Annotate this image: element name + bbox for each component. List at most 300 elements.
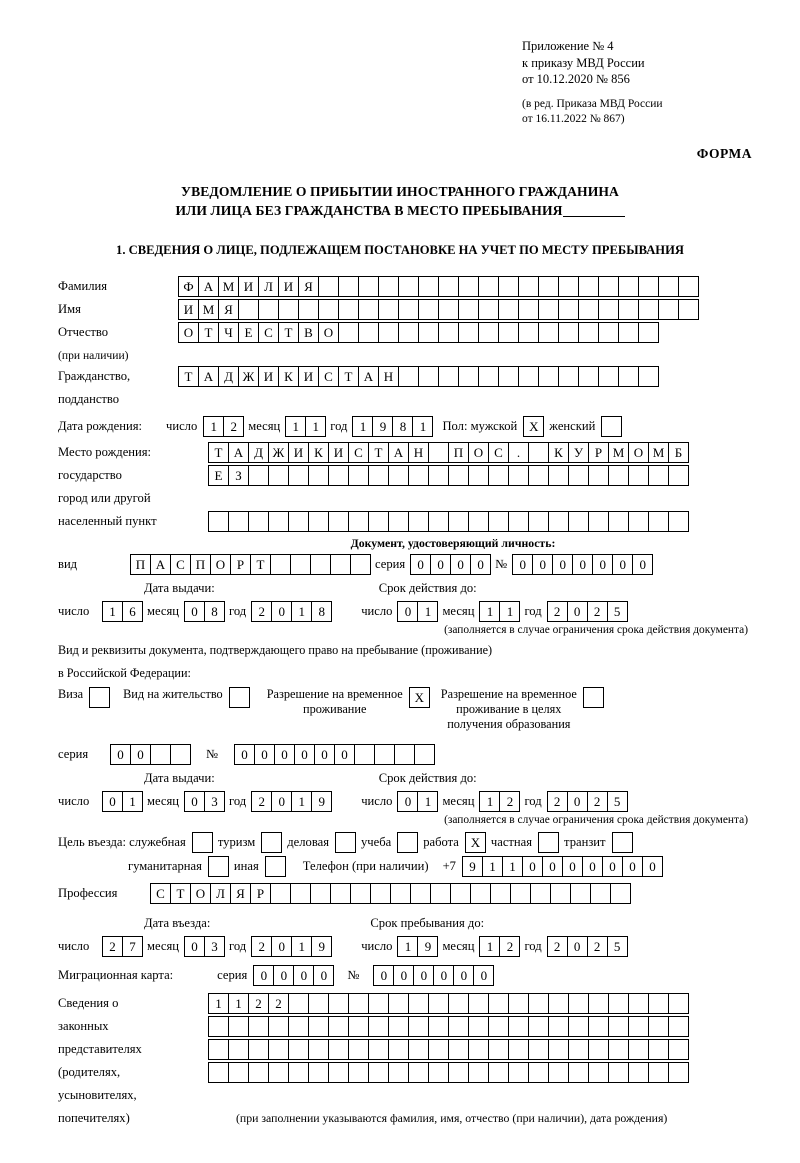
char-cell[interactable]: Р (588, 442, 609, 463)
char-cell[interactable] (588, 465, 609, 486)
char-cell[interactable] (668, 1062, 689, 1083)
char-cell[interactable] (498, 276, 519, 297)
char-cell[interactable] (558, 322, 579, 343)
char-cell[interactable] (89, 687, 110, 708)
char-cell[interactable]: . (508, 442, 529, 463)
birth-year-input[interactable] (352, 416, 432, 437)
char-cell[interactable] (538, 366, 559, 387)
char-cell[interactable] (288, 1062, 309, 1083)
char-cell[interactable]: 0 (612, 554, 633, 575)
char-cell[interactable]: И (178, 299, 199, 320)
char-cell[interactable]: 2 (587, 601, 608, 622)
char-cell[interactable]: 2 (587, 936, 608, 957)
char-cell[interactable] (558, 299, 579, 320)
char-cell[interactable] (328, 1039, 349, 1060)
char-cell[interactable]: 0 (622, 856, 643, 877)
char-cell[interactable] (228, 511, 249, 532)
char-cell[interactable]: 0 (271, 791, 292, 812)
char-cell[interactable] (308, 1039, 329, 1060)
stay-valid-year-input[interactable] (547, 791, 627, 812)
char-cell[interactable] (568, 465, 589, 486)
char-cell[interactable] (510, 883, 531, 904)
char-cell[interactable] (608, 465, 629, 486)
char-cell[interactable] (558, 276, 579, 297)
char-cell[interactable] (408, 465, 429, 486)
char-cell[interactable] (538, 276, 559, 297)
doc-valid-day-input[interactable] (397, 601, 437, 622)
char-cell[interactable] (397, 832, 418, 853)
char-cell[interactable] (388, 1039, 409, 1060)
stay-series-input[interactable] (110, 744, 190, 765)
doc-issue-year-input[interactable] (251, 601, 331, 622)
legal-rep-input-row-4[interactable] (208, 1062, 688, 1083)
char-cell[interactable] (448, 1016, 469, 1037)
char-cell[interactable]: З (228, 465, 249, 486)
purpose-humanitarian-checkbox[interactable] (208, 856, 228, 877)
char-cell[interactable] (612, 832, 633, 853)
entry-month-input[interactable] (184, 936, 224, 957)
char-cell[interactable] (330, 883, 351, 904)
char-cell[interactable] (528, 442, 549, 463)
char-cell[interactable] (538, 322, 559, 343)
char-cell[interactable] (438, 366, 459, 387)
doc-series-input[interactable] (410, 554, 490, 575)
birth-month-input[interactable] (285, 416, 325, 437)
char-cell[interactable] (428, 442, 449, 463)
char-cell[interactable]: 9 (372, 416, 393, 437)
char-cell[interactable]: 0 (393, 965, 414, 986)
purpose-private-checkbox[interactable] (538, 832, 558, 853)
char-cell[interactable] (458, 299, 479, 320)
char-cell[interactable] (678, 299, 699, 320)
char-cell[interactable] (608, 511, 629, 532)
char-cell[interactable] (478, 276, 499, 297)
char-cell[interactable]: М (198, 299, 219, 320)
char-cell[interactable] (548, 1039, 569, 1060)
char-cell[interactable] (318, 299, 339, 320)
char-cell[interactable]: 9 (417, 936, 438, 957)
doc-issue-month-input[interactable] (184, 601, 224, 622)
char-cell[interactable] (618, 299, 639, 320)
char-cell[interactable] (450, 883, 471, 904)
char-cell[interactable] (558, 366, 579, 387)
char-cell[interactable] (335, 832, 356, 853)
citizenship-input[interactable] (178, 366, 658, 387)
char-cell[interactable] (570, 883, 591, 904)
char-cell[interactable]: 0 (271, 601, 292, 622)
char-cell[interactable]: 1 (417, 791, 438, 812)
char-cell[interactable] (388, 465, 409, 486)
char-cell[interactable]: 0 (542, 856, 563, 877)
char-cell[interactable] (648, 1016, 669, 1037)
char-cell[interactable]: Р (250, 883, 271, 904)
char-cell[interactable] (468, 1039, 489, 1060)
char-cell[interactable]: 1 (352, 416, 373, 437)
char-cell[interactable]: 0 (470, 554, 491, 575)
char-cell[interactable]: Б (668, 442, 689, 463)
char-cell[interactable] (350, 554, 371, 575)
char-cell[interactable] (268, 511, 289, 532)
char-cell[interactable] (228, 1039, 249, 1060)
char-cell[interactable]: Л (258, 276, 279, 297)
char-cell[interactable] (608, 1062, 629, 1083)
purpose-tourism-checkbox[interactable] (261, 832, 281, 853)
stay-issue-day-input[interactable] (102, 791, 142, 812)
char-cell[interactable]: С (258, 322, 279, 343)
char-cell[interactable] (490, 883, 511, 904)
char-cell[interactable]: 0 (293, 965, 314, 986)
char-cell[interactable] (368, 993, 389, 1014)
char-cell[interactable]: 2 (251, 936, 272, 957)
char-cell[interactable] (568, 1039, 589, 1060)
char-cell[interactable]: И (258, 366, 279, 387)
char-cell[interactable] (350, 883, 371, 904)
char-cell[interactable]: И (328, 442, 349, 463)
char-cell[interactable] (328, 1016, 349, 1037)
char-cell[interactable] (228, 1016, 249, 1037)
legal-rep-input-row-3[interactable] (208, 1039, 688, 1060)
char-cell[interactable] (418, 299, 439, 320)
char-cell[interactable] (598, 366, 619, 387)
char-cell[interactable] (248, 1039, 269, 1060)
char-cell[interactable]: 0 (334, 744, 355, 765)
char-cell[interactable]: 8 (204, 601, 225, 622)
char-cell[interactable] (638, 299, 659, 320)
char-cell[interactable] (378, 276, 399, 297)
char-cell[interactable]: Т (250, 554, 271, 575)
char-cell[interactable] (608, 1016, 629, 1037)
name-input[interactable] (178, 299, 698, 320)
char-cell[interactable] (618, 366, 639, 387)
char-cell[interactable]: Н (378, 366, 399, 387)
char-cell[interactable] (428, 1062, 449, 1083)
char-cell[interactable] (398, 322, 419, 343)
char-cell[interactable] (648, 993, 669, 1014)
char-cell[interactable] (192, 832, 213, 853)
char-cell[interactable] (358, 299, 379, 320)
char-cell[interactable]: 1 (412, 416, 433, 437)
char-cell[interactable] (488, 1039, 509, 1060)
char-cell[interactable]: 9 (311, 936, 332, 957)
char-cell[interactable] (270, 554, 291, 575)
char-cell[interactable] (428, 1039, 449, 1060)
char-cell[interactable] (588, 993, 609, 1014)
char-cell[interactable] (368, 465, 389, 486)
sex-male-checkbox[interactable] (523, 416, 543, 437)
char-cell[interactable]: 1 (397, 936, 418, 957)
char-cell[interactable]: А (228, 442, 249, 463)
char-cell[interactable] (229, 687, 250, 708)
char-cell[interactable] (208, 856, 229, 877)
doc-issue-day-input[interactable] (102, 601, 142, 622)
char-cell[interactable]: С (318, 366, 339, 387)
char-cell[interactable] (348, 1016, 369, 1037)
char-cell[interactable] (608, 993, 629, 1014)
char-cell[interactable] (408, 511, 429, 532)
char-cell[interactable] (348, 1039, 369, 1060)
legal-rep-input-row-2[interactable] (208, 1016, 688, 1037)
char-cell[interactable] (408, 1016, 429, 1037)
char-cell[interactable]: С (150, 883, 171, 904)
char-cell[interactable]: А (388, 442, 409, 463)
char-cell[interactable] (328, 1062, 349, 1083)
char-cell[interactable] (318, 276, 339, 297)
char-cell[interactable] (398, 276, 419, 297)
char-cell[interactable] (428, 1016, 449, 1037)
char-cell[interactable] (578, 299, 599, 320)
edu-residence-checkbox[interactable] (583, 687, 603, 708)
char-cell[interactable] (348, 465, 369, 486)
char-cell[interactable] (628, 1016, 649, 1037)
char-cell[interactable] (308, 1062, 329, 1083)
char-cell[interactable] (418, 276, 439, 297)
char-cell[interactable] (348, 1062, 369, 1083)
char-cell[interactable] (458, 366, 479, 387)
char-cell[interactable] (310, 554, 331, 575)
char-cell[interactable] (610, 883, 631, 904)
char-cell[interactable] (628, 1062, 649, 1083)
char-cell[interactable]: О (628, 442, 649, 463)
char-cell[interactable] (358, 322, 379, 343)
stay-valid-day-input[interactable] (397, 791, 437, 812)
char-cell[interactable] (548, 511, 569, 532)
char-cell[interactable] (528, 1016, 549, 1037)
char-cell[interactable] (488, 465, 509, 486)
char-cell[interactable]: У (568, 442, 589, 463)
char-cell[interactable] (308, 465, 329, 486)
char-cell[interactable]: 0 (130, 744, 151, 765)
char-cell[interactable] (228, 1062, 249, 1083)
char-cell[interactable]: 1 (482, 856, 503, 877)
char-cell[interactable]: 2 (102, 936, 123, 957)
char-cell[interactable]: 3 (204, 936, 225, 957)
purpose-study-checkbox[interactable] (397, 832, 417, 853)
char-cell[interactable]: 0 (522, 856, 543, 877)
char-cell[interactable]: 1 (291, 601, 312, 622)
char-cell[interactable]: Ч (218, 322, 239, 343)
char-cell[interactable]: 0 (254, 744, 275, 765)
char-cell[interactable] (588, 1062, 609, 1083)
char-cell[interactable] (478, 299, 499, 320)
stay-valid-month-input[interactable] (479, 791, 519, 812)
char-cell[interactable]: 0 (453, 965, 474, 986)
char-cell[interactable]: 1 (291, 936, 312, 957)
char-cell[interactable] (601, 416, 622, 437)
char-cell[interactable]: X (523, 416, 544, 437)
char-cell[interactable] (468, 465, 489, 486)
char-cell[interactable]: Я (298, 276, 319, 297)
char-cell[interactable]: Н (408, 442, 429, 463)
char-cell[interactable] (428, 465, 449, 486)
char-cell[interactable]: В (298, 322, 319, 343)
char-cell[interactable] (618, 322, 639, 343)
char-cell[interactable] (508, 1039, 529, 1060)
char-cell[interactable] (428, 993, 449, 1014)
char-cell[interactable]: 0 (184, 936, 205, 957)
char-cell[interactable] (498, 299, 519, 320)
char-cell[interactable] (328, 465, 349, 486)
char-cell[interactable]: 9 (311, 791, 332, 812)
char-cell[interactable]: 0 (430, 554, 451, 575)
doc-valid-year-input[interactable] (547, 601, 627, 622)
char-cell[interactable] (470, 883, 491, 904)
char-cell[interactable] (414, 744, 435, 765)
char-cell[interactable] (390, 883, 411, 904)
char-cell[interactable]: 0 (397, 601, 418, 622)
char-cell[interactable] (430, 883, 451, 904)
char-cell[interactable] (638, 322, 659, 343)
char-cell[interactable]: П (130, 554, 151, 575)
char-cell[interactable]: 0 (273, 965, 294, 986)
char-cell[interactable] (270, 883, 291, 904)
char-cell[interactable] (598, 276, 619, 297)
char-cell[interactable] (668, 511, 689, 532)
char-cell[interactable]: С (488, 442, 509, 463)
char-cell[interactable] (408, 1039, 429, 1060)
char-cell[interactable] (448, 511, 469, 532)
char-cell[interactable]: П (190, 554, 211, 575)
char-cell[interactable] (378, 322, 399, 343)
char-cell[interactable] (648, 1062, 669, 1083)
char-cell[interactable] (648, 511, 669, 532)
char-cell[interactable] (418, 366, 439, 387)
char-cell[interactable] (588, 511, 609, 532)
char-cell[interactable] (508, 993, 529, 1014)
char-cell[interactable] (488, 1062, 509, 1083)
char-cell[interactable]: 0 (567, 936, 588, 957)
char-cell[interactable] (268, 1039, 289, 1060)
char-cell[interactable] (448, 993, 469, 1014)
char-cell[interactable] (598, 299, 619, 320)
char-cell[interactable]: 2 (251, 601, 272, 622)
char-cell[interactable] (668, 993, 689, 1014)
char-cell[interactable] (278, 299, 299, 320)
char-cell[interactable] (518, 276, 539, 297)
char-cell[interactable]: 0 (602, 856, 623, 877)
char-cell[interactable]: 0 (410, 554, 431, 575)
legal-rep-input-row-1[interactable] (208, 993, 688, 1014)
char-cell[interactable] (370, 883, 391, 904)
phone-input[interactable] (462, 856, 662, 877)
char-cell[interactable] (268, 465, 289, 486)
char-cell[interactable]: 0 (110, 744, 131, 765)
char-cell[interactable]: К (548, 442, 569, 463)
char-cell[interactable]: Р (230, 554, 251, 575)
char-cell[interactable]: Е (238, 322, 259, 343)
stay-until-year-input[interactable] (547, 936, 627, 957)
char-cell[interactable]: М (608, 442, 629, 463)
char-cell[interactable] (258, 299, 279, 320)
char-cell[interactable] (310, 883, 331, 904)
char-cell[interactable] (208, 1039, 229, 1060)
char-cell[interactable]: 0 (473, 965, 494, 986)
char-cell[interactable]: 1 (285, 416, 306, 437)
char-cell[interactable] (368, 1016, 389, 1037)
char-cell[interactable] (528, 993, 549, 1014)
char-cell[interactable] (538, 832, 559, 853)
char-cell[interactable] (378, 299, 399, 320)
birthplace-input-row-1[interactable] (208, 442, 688, 463)
char-cell[interactable] (288, 1039, 309, 1060)
char-cell[interactable] (588, 1016, 609, 1037)
char-cell[interactable]: С (348, 442, 369, 463)
char-cell[interactable] (498, 366, 519, 387)
char-cell[interactable] (268, 1016, 289, 1037)
char-cell[interactable] (518, 299, 539, 320)
char-cell[interactable]: 0 (102, 791, 123, 812)
char-cell[interactable] (668, 465, 689, 486)
char-cell[interactable]: 2 (268, 993, 289, 1014)
char-cell[interactable] (468, 993, 489, 1014)
char-cell[interactable]: 0 (532, 554, 553, 575)
char-cell[interactable] (328, 511, 349, 532)
char-cell[interactable]: М (648, 442, 669, 463)
char-cell[interactable] (568, 511, 589, 532)
char-cell[interactable]: 0 (433, 965, 454, 986)
char-cell[interactable] (658, 299, 679, 320)
char-cell[interactable]: 8 (392, 416, 413, 437)
residence-permit-checkbox[interactable] (229, 687, 249, 708)
char-cell[interactable]: 0 (184, 791, 205, 812)
sex-female-checkbox[interactable] (601, 416, 621, 437)
char-cell[interactable] (468, 1062, 489, 1083)
char-cell[interactable] (208, 1062, 229, 1083)
char-cell[interactable]: А (198, 276, 219, 297)
char-cell[interactable] (308, 1016, 329, 1037)
char-cell[interactable] (208, 1016, 229, 1037)
stay-number-input[interactable] (234, 744, 434, 765)
doc-number-input[interactable] (512, 554, 652, 575)
profession-input[interactable] (150, 883, 630, 904)
char-cell[interactable]: 1 (479, 936, 500, 957)
char-cell[interactable] (568, 993, 589, 1014)
char-cell[interactable] (290, 883, 311, 904)
char-cell[interactable]: А (358, 366, 379, 387)
char-cell[interactable] (548, 993, 569, 1014)
char-cell[interactable]: Ф (178, 276, 199, 297)
char-cell[interactable] (150, 744, 171, 765)
char-cell[interactable] (548, 1062, 569, 1083)
char-cell[interactable]: 1 (122, 791, 143, 812)
char-cell[interactable] (498, 322, 519, 343)
purpose-transit-checkbox[interactable] (612, 832, 632, 853)
migration-series-input[interactable] (253, 965, 333, 986)
char-cell[interactable]: 2 (223, 416, 244, 437)
char-cell[interactable] (583, 687, 604, 708)
char-cell[interactable]: 0 (373, 965, 394, 986)
stay-until-month-input[interactable] (479, 936, 519, 957)
char-cell[interactable] (668, 1016, 689, 1037)
char-cell[interactable] (248, 1062, 269, 1083)
char-cell[interactable]: Е (208, 465, 229, 486)
char-cell[interactable] (410, 883, 431, 904)
stay-until-day-input[interactable] (397, 936, 437, 957)
char-cell[interactable] (628, 465, 649, 486)
char-cell[interactable] (398, 366, 419, 387)
char-cell[interactable] (628, 511, 649, 532)
char-cell[interactable]: О (468, 442, 489, 463)
char-cell[interactable] (248, 465, 269, 486)
char-cell[interactable] (488, 1016, 509, 1037)
purpose-work-checkbox[interactable] (465, 832, 485, 853)
visa-checkbox[interactable] (89, 687, 109, 708)
char-cell[interactable] (248, 511, 269, 532)
char-cell[interactable]: 2 (499, 791, 520, 812)
char-cell[interactable] (448, 1039, 469, 1060)
char-cell[interactable] (288, 511, 309, 532)
char-cell[interactable] (518, 366, 539, 387)
doc-valid-month-input[interactable] (479, 601, 519, 622)
